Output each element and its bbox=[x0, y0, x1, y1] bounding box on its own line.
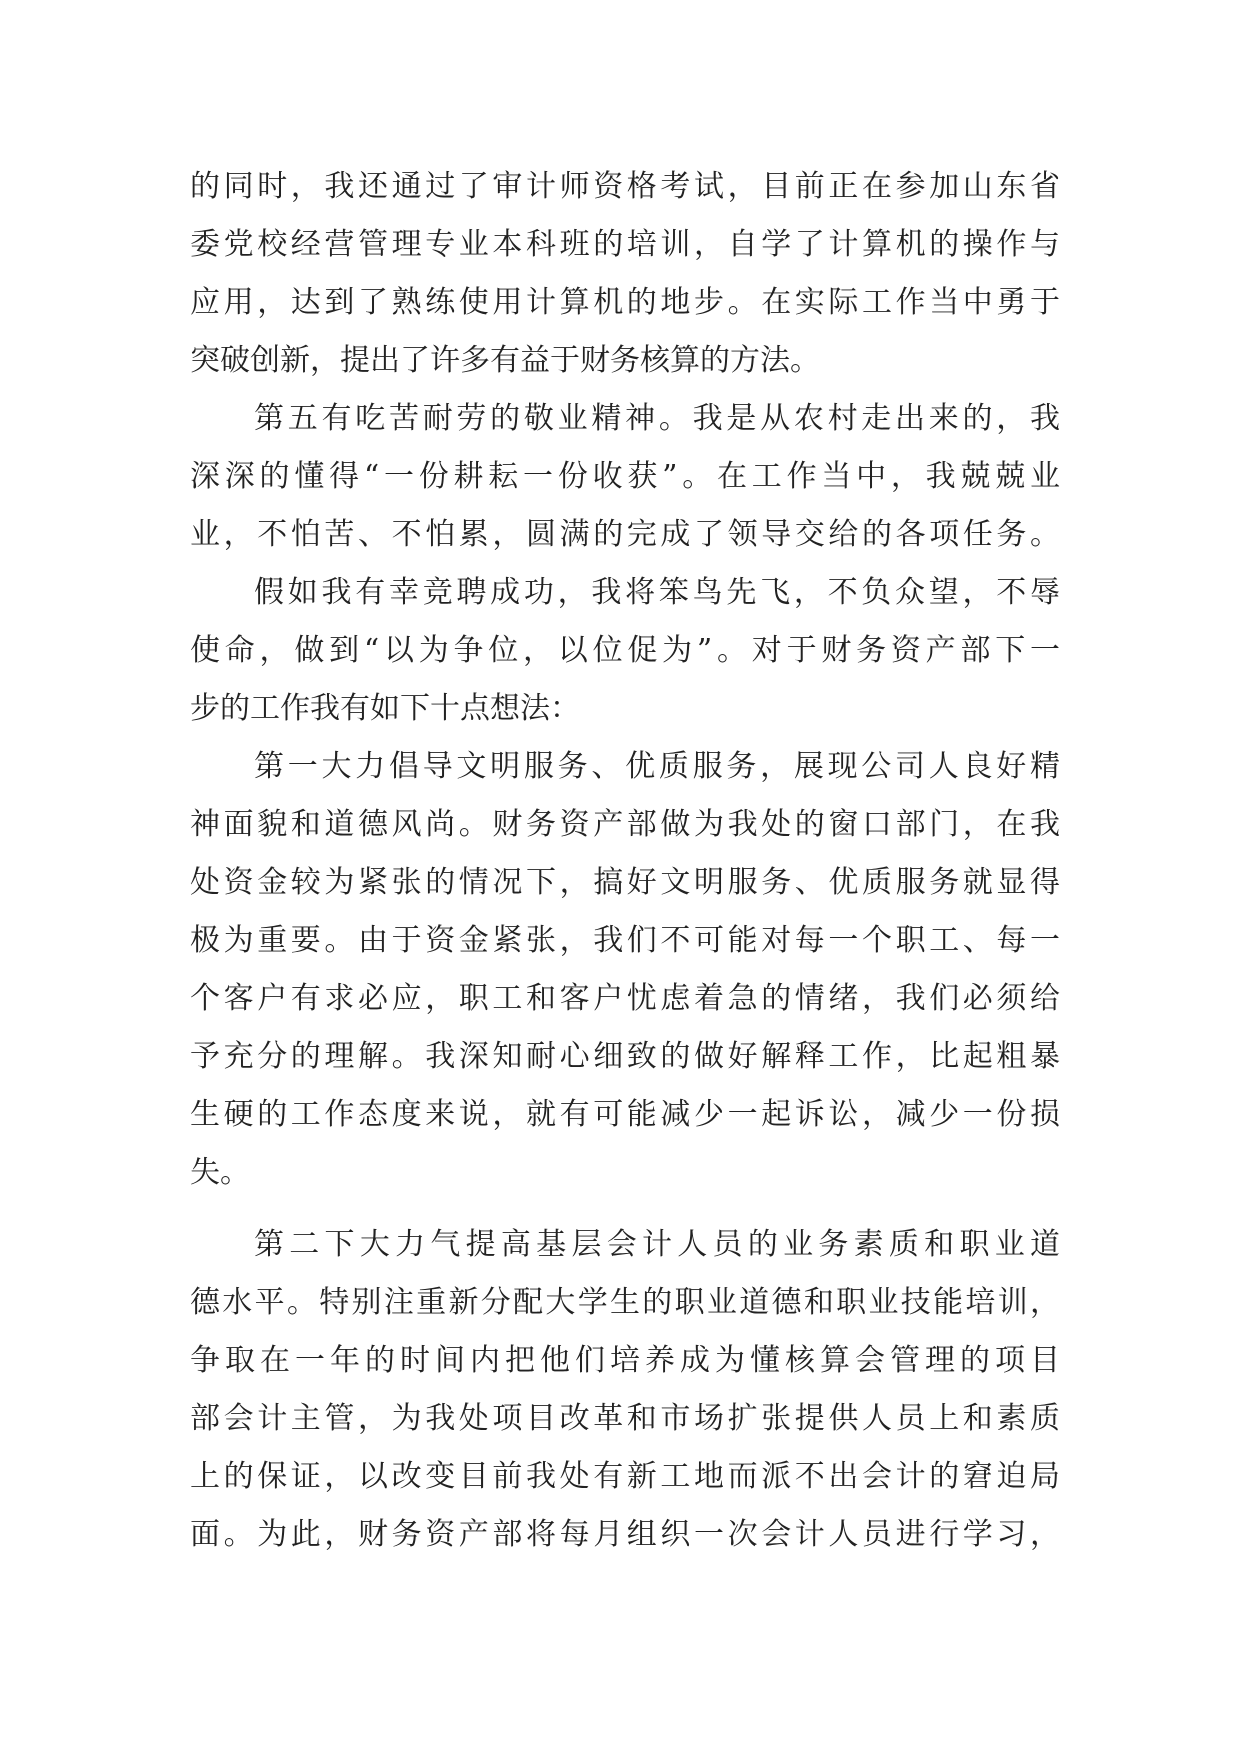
text-line: 失。 bbox=[190, 1155, 250, 1190]
text-line: 面。为此，财务资产部将每月组织一次会计人员进行学习， bbox=[190, 1517, 1060, 1552]
text-line: 个客户有求必应，职工和客户忧虑着急的情绪，我们必须给 bbox=[190, 981, 1060, 1016]
text-line: 极为重要。由于资金紧张，我们不可能对每一个职工、每一 bbox=[190, 923, 1060, 958]
paragraph-1 bbox=[190, 158, 1060, 390]
text-line: 第一大力倡导文明服务、优质服务，展现公司人良好精 bbox=[254, 749, 1060, 784]
text-line: 应用，达到了熟练使用计算机的地步。在实际工作当中勇于 bbox=[190, 285, 1060, 320]
text-line: 神面貌和道德风尚。财务资产部做为我处的窗口部门，在我 bbox=[190, 807, 1060, 842]
paragraph-4 bbox=[190, 738, 1060, 1202]
paragraph-3 bbox=[190, 564, 1060, 738]
text-line: 第五有吃苦耐劳的敬业精神。我是从农村走出来的，我 bbox=[254, 401, 1060, 436]
text-line: 委党校经营管理专业本科班的培训，自学了计算机的操作与 bbox=[190, 227, 1060, 262]
text-line: 争取在一年的时间内把他们培养成为懂核算会管理的项目 bbox=[190, 1343, 1060, 1378]
text-line: 业，不怕苦、不怕累，圆满的完成了领导交给的各项任务。 bbox=[190, 517, 1060, 552]
document-body bbox=[190, 158, 1060, 1564]
text-line: 第二下大力气提高基层会计人员的业务素质和职业道 bbox=[254, 1227, 1060, 1262]
text-line: 使命，做到“以为争位，以位促为”。对于财务资产部下一 bbox=[190, 633, 1060, 668]
text-line: 的同时，我还通过了审计师资格考试，目前正在参加山东省 bbox=[190, 169, 1060, 204]
text-line: 部会计主管，为我处项目改革和市场扩张提供人员上和素质 bbox=[190, 1401, 1060, 1436]
text-line: 生硬的工作态度来说，就有可能减少一起诉讼，减少一份损 bbox=[190, 1097, 1060, 1132]
text-line: 处资金较为紧张的情况下，搞好文明服务、优质服务就显得 bbox=[190, 865, 1060, 900]
text-line: 德水平。特别注重新分配大学生的职业道德和职业技能培训， bbox=[190, 1285, 1060, 1320]
paragraph-5 bbox=[190, 1216, 1060, 1564]
text-line: 予充分的理解。我深知耐心细致的做好解释工作，比起粗暴 bbox=[190, 1039, 1060, 1074]
text-line: 假如我有幸竞聘成功，我将笨鸟先飞，不负众望，不辱 bbox=[254, 575, 1060, 610]
text-line: 上的保证，以改变目前我处有新工地而派不出会计的窘迫局 bbox=[190, 1459, 1060, 1494]
text-line: 深深的懂得“一份耕耘一份收获”。在工作当中，我兢兢业 bbox=[190, 459, 1060, 494]
paragraph-2 bbox=[190, 390, 1060, 564]
text-line: 步的工作我有如下十点想法： bbox=[190, 691, 580, 726]
text-line: 突破创新，提出了许多有益于财务核算的方法。 bbox=[190, 343, 820, 378]
